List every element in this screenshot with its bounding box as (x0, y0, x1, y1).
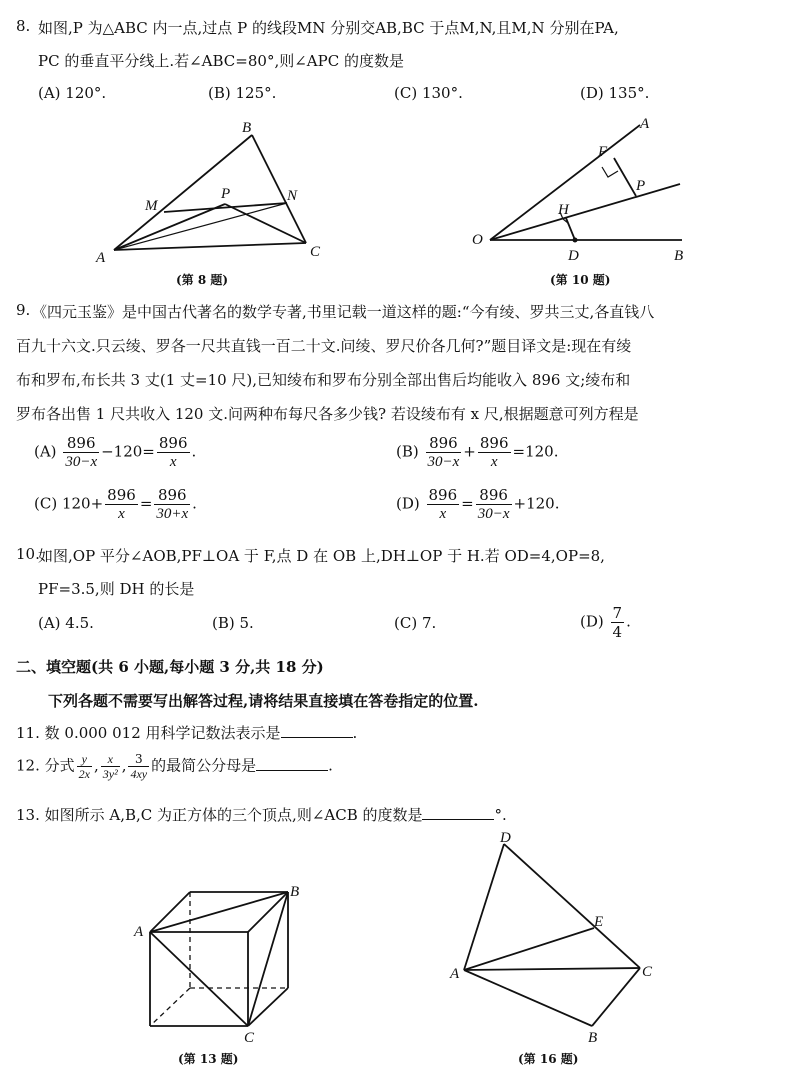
q10-option-c: (C) 7. (394, 614, 437, 632)
fraction: $\frac{7}{4}$ (612, 604, 623, 641)
q8-figure-caption: (第 8 题) (176, 273, 229, 287)
fraction: $\frac{896}{30-x}$ (477, 486, 510, 522)
q8-label-a: A (96, 250, 106, 266)
q13-label-a: A (134, 924, 144, 940)
q8-option-c: (C) 130°. (394, 84, 463, 102)
fraction: $\frac{896}{x}$ (107, 486, 136, 522)
q8-label-m: M (145, 198, 158, 214)
q9-number: 9. (16, 301, 31, 319)
q8-figure (90, 118, 340, 268)
q16-figure (444, 832, 674, 1047)
q16-label-b: B (588, 1030, 598, 1046)
q8-number: 8. (16, 17, 31, 35)
q10-option-a: (A) 4.5. (38, 614, 94, 632)
section-heading: 二、填空题(共 6 小题,每小题 3 分,共 18 分) (16, 658, 324, 676)
q10-option-d: (D) $\frac{7}{4}$ . (580, 604, 631, 641)
q8-label-n: N (287, 188, 298, 204)
q16-label-d: D (500, 832, 511, 846)
q8-stem-line1: 如图,P 为△ABC 内一点,过点 P 的线段MN 分别交AB,BC 于点M,N,且M,N 分别在PA, (38, 19, 619, 37)
fraction: $\frac{y}{2x}$ (78, 752, 90, 781)
q10-stem-line2: PF=3.5,则 DH 的长是 (38, 580, 195, 598)
q13-label-b: B (290, 884, 300, 900)
q8-label-c: C (310, 244, 321, 260)
q9-stem-line1: 《四元玉鉴》是中国古代著名的数学专著,书里记载一道这样的题:“今有绫、罗共三丈,各直钱八 (32, 303, 655, 321)
q9-option-b: (B) $\frac{896}{30-x}$ + $\frac{896}{x}$ =120. (396, 434, 559, 470)
q8-stem-line2: PC 的垂直平分线上.若∠ABC=80°,则∠APC 的度数是 (38, 52, 404, 70)
q10-label-o: O (472, 232, 483, 248)
q8-label-b: B (242, 120, 252, 136)
q10-label-f: F (598, 144, 608, 160)
q9-option-a: (A) $\frac{896}{30-x}$ −120= $\frac{896}{x}$ . (34, 434, 197, 470)
q9-stem-line2: 百九十六文.只云绫、罗各一尺共直钱一百二十文.问绫、罗尺价各几何?”题目译文是:现在有绫 (16, 337, 632, 355)
q10-label-a: A (640, 116, 650, 132)
q10-label-b: B (674, 248, 684, 264)
q10-option-b: (B) 5. (212, 614, 254, 632)
q9-option-d: (D) $\frac{896}{x}$ = $\frac{896}{30-x}$ +120. (396, 486, 560, 522)
q16-label-c: C (642, 964, 653, 980)
q9-option-c: (C) 120+ $\frac{896}{x}$ = $\frac{896}{30+x}$ . (34, 486, 197, 522)
q13-label-c: C (244, 1030, 255, 1046)
q13-figure-caption: (第 13 题) (178, 1052, 239, 1066)
fraction: $\frac{896}{30-x}$ (65, 434, 98, 470)
fraction: $\frac{896}{30-x}$ (427, 434, 460, 470)
q8-option-b: (B) 125°. (208, 84, 277, 102)
fraction: $\frac{896}{30+x}$ (156, 486, 189, 522)
q11: 11. 数 0.000 012 用科学记数法表示是 . (16, 724, 358, 742)
fraction: $\frac{3}{4xy}$ (130, 752, 148, 781)
answer-blank[interactable] (422, 805, 494, 820)
q12: 12. 分式 $\frac{y}{2x}$ , $\frac{x}{\text{3y²}}$ , $\frac{3}{4xy}$ 的最简公分母是 . (16, 752, 333, 781)
q10-figure-caption: (第 10 题) (550, 273, 611, 287)
answer-blank[interactable] (281, 723, 353, 738)
q10-figure (464, 108, 704, 266)
q9-stem-line4: 罗布各出售 1 尺共收入 120 文.问两种布每尺各多少钱? 若设绫布有 x 尺,根据题意可列方程是 (16, 405, 639, 423)
fraction: $\frac{896}{x}$ (428, 486, 458, 522)
q8-option-d: (D) 135°. (580, 84, 650, 102)
section-instruction: 下列各题不需要写出解答过程,请将结果直接填在答卷指定的位置. (48, 692, 479, 710)
q16-label-a: A (450, 966, 460, 982)
q13: 13. 如图所示 A,B,C 为正方体的三个顶点,则∠ACB 的度数是 °. (16, 806, 507, 824)
q8-option-a: (A) 120°. (38, 84, 107, 102)
q10-number: 10. (16, 545, 40, 563)
q13-figure (128, 870, 318, 1050)
answer-blank[interactable] (256, 756, 328, 771)
q16-label-e: E (594, 914, 604, 930)
fraction: $\frac{896}{x}$ (479, 434, 509, 470)
q16-figure-caption: (第 16 题) (518, 1052, 579, 1066)
q8-label-p: P (221, 186, 231, 202)
q10-label-h: H (558, 202, 569, 218)
q10-label-d: D (568, 248, 579, 264)
q10-stem-line1: 如图,OP 平分∠AOB,PF⊥OA 于 F,点 D 在 OB 上,DH⊥OP 于 H.若 OD=4,OP=8, (38, 547, 605, 565)
fraction: $\frac{x}{\text{3y²}}$ (102, 752, 118, 781)
fraction: $\frac{896}{x}$ (158, 434, 188, 470)
q10-label-p: P (636, 178, 646, 194)
q9-stem-line3: 布和罗布,布长共 3 丈(1 丈=10 尺),已知绫布和罗布分别全部出售后均能收入 896 文;绫布和 (16, 371, 631, 389)
